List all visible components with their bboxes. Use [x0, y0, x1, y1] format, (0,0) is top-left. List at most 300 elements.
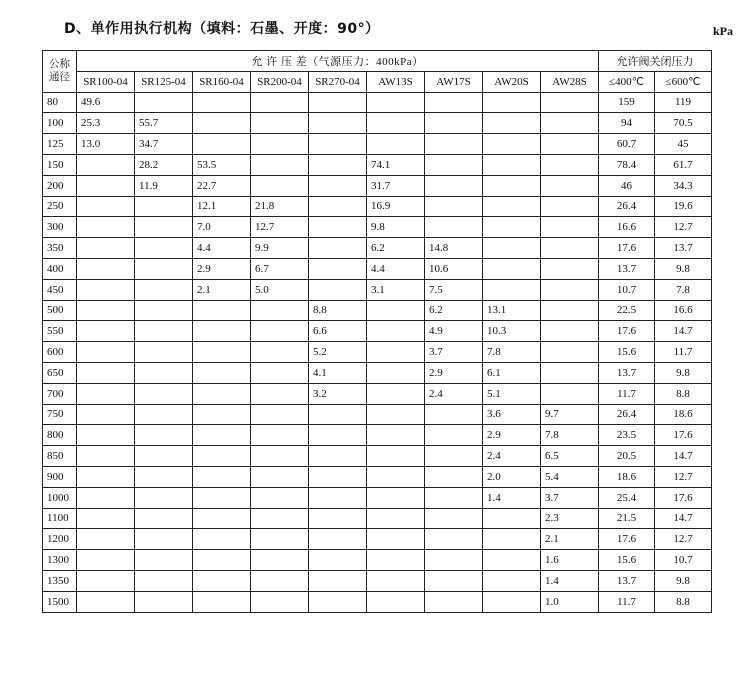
- closing-pressure-cell-t400: 13.7: [599, 362, 655, 383]
- differential-cell: 1.6: [541, 550, 599, 571]
- closing-pressure-cell-t400: 17.6: [599, 529, 655, 550]
- closing-pressure-cell-t600: 45: [655, 134, 712, 155]
- differential-cell: 2.4: [483, 446, 541, 467]
- differential-cell: 28.2: [135, 154, 193, 175]
- differential-cell: [425, 425, 483, 446]
- differential-cell: [135, 321, 193, 342]
- differential-cell: [483, 154, 541, 175]
- differential-cell: [309, 258, 367, 279]
- differential-cell: [193, 113, 251, 134]
- table-row: [43, 113, 712, 134]
- table-row: [43, 154, 712, 175]
- closing-pressure-header: 允许阀关闭压力: [599, 51, 712, 72]
- table-row: [43, 175, 712, 196]
- differential-cell: [135, 279, 193, 300]
- table-row: [43, 134, 712, 155]
- differential-cell: [193, 570, 251, 591]
- closing-pressure-cell-t400: 20.5: [599, 446, 655, 467]
- differential-cell: [425, 154, 483, 175]
- differential-cell: 6.2: [367, 238, 425, 259]
- differential-cell: [309, 550, 367, 571]
- nominal-diameter-cell: 400: [43, 258, 77, 279]
- table-row: [43, 425, 712, 446]
- table-row: [43, 196, 712, 217]
- differential-cell: [77, 550, 135, 571]
- differential-cell: 12.1: [193, 196, 251, 217]
- closing-pressure-cell-t600: 17.6: [655, 425, 712, 446]
- closing-pressure-cell-t600: 16.6: [655, 300, 712, 321]
- closing-pressure-cell-t600: 119: [655, 92, 712, 113]
- differential-cell: 6.5: [541, 446, 599, 467]
- differential-cell: 4.4: [193, 238, 251, 259]
- differential-cell: [77, 238, 135, 259]
- differential-cell: [367, 321, 425, 342]
- differential-cell: [135, 342, 193, 363]
- differential-cell: [309, 113, 367, 134]
- differential-cell: [309, 487, 367, 508]
- closing-pressure-cell-t400: 10.7: [599, 279, 655, 300]
- model-header: SR200-04: [251, 71, 309, 92]
- differential-cell: 3.7: [425, 342, 483, 363]
- differential-cell: [367, 591, 425, 612]
- differential-cell: [193, 383, 251, 404]
- differential-cell: 2.3: [541, 508, 599, 529]
- differential-cell: [251, 383, 309, 404]
- temp-header-600: ≤600℃: [655, 71, 712, 92]
- differential-cell: 16.9: [367, 196, 425, 217]
- differential-cell: [483, 196, 541, 217]
- differential-cell: 7.5: [425, 279, 483, 300]
- closing-pressure-cell-t600: 14.7: [655, 321, 712, 342]
- nominal-diameter-cell: 1200: [43, 529, 77, 550]
- differential-cell: [77, 383, 135, 404]
- closing-pressure-cell-t600: 61.7: [655, 154, 712, 175]
- closing-pressure-cell-t400: 15.6: [599, 550, 655, 571]
- nominal-diameter-cell: 550: [43, 321, 77, 342]
- differential-cell: [309, 508, 367, 529]
- closing-pressure-cell-t400: 15.6: [599, 342, 655, 363]
- closing-pressure-cell-t400: 16.6: [599, 217, 655, 238]
- model-header: AW17S: [425, 71, 483, 92]
- differential-cell: [251, 550, 309, 571]
- differential-cell: [483, 113, 541, 134]
- closing-pressure-cell-t400: 22.5: [599, 300, 655, 321]
- differential-cell: [193, 300, 251, 321]
- differential-cell: 2.9: [193, 258, 251, 279]
- differential-cell: [193, 550, 251, 571]
- differential-cell: [251, 92, 309, 113]
- differential-cell: [367, 508, 425, 529]
- differential-cell: 1.0: [541, 591, 599, 612]
- closing-pressure-cell-t600: 18.6: [655, 404, 712, 425]
- differential-cell: [135, 591, 193, 612]
- nominal-diameter-cell: 900: [43, 466, 77, 487]
- differential-cell: [135, 529, 193, 550]
- table-body: [43, 92, 712, 612]
- differential-cell: [483, 529, 541, 550]
- differential-cell: [541, 134, 599, 155]
- differential-cell: 21.8: [251, 196, 309, 217]
- table-row: [43, 591, 712, 612]
- differential-cell: 5.0: [251, 279, 309, 300]
- differential-cell: [309, 570, 367, 591]
- differential-cell: [251, 508, 309, 529]
- table-row: [43, 487, 712, 508]
- differential-cell: [483, 175, 541, 196]
- differential-cell: [309, 591, 367, 612]
- differential-cell: 11.9: [135, 175, 193, 196]
- differential-cell: [193, 466, 251, 487]
- header-row-2: [43, 71, 712, 92]
- closing-pressure-cell-t600: 12.7: [655, 217, 712, 238]
- table-row: [43, 529, 712, 550]
- differential-cell: [483, 591, 541, 612]
- differential-cell: [135, 258, 193, 279]
- differential-cell: [135, 446, 193, 467]
- differential-cell: [251, 113, 309, 134]
- model-header: AW20S: [483, 71, 541, 92]
- differential-cell: [541, 258, 599, 279]
- differential-cell: [251, 134, 309, 155]
- differential-cell: 7.8: [483, 342, 541, 363]
- differential-cell: [309, 425, 367, 446]
- differential-cell: [367, 383, 425, 404]
- differential-cell: [541, 321, 599, 342]
- differential-cell: [135, 92, 193, 113]
- differential-cell: [367, 446, 425, 467]
- closing-pressure-cell-t400: 17.6: [599, 238, 655, 259]
- differential-cell: [77, 508, 135, 529]
- table-row: [43, 404, 712, 425]
- differential-cell: [251, 591, 309, 612]
- differential-cell: [541, 154, 599, 175]
- differential-cell: [309, 404, 367, 425]
- differential-cell: 1.4: [541, 570, 599, 591]
- differential-cell: 2.4: [425, 383, 483, 404]
- differential-cell: [483, 570, 541, 591]
- nominal-diameter-cell: 600: [43, 342, 77, 363]
- nominal-diameter-cell: 450: [43, 279, 77, 300]
- differential-cell: [251, 154, 309, 175]
- differential-cell: [77, 196, 135, 217]
- closing-pressure-cell-t400: 23.5: [599, 425, 655, 446]
- differential-cell: [425, 113, 483, 134]
- table-row: [43, 383, 712, 404]
- differential-cell: [541, 300, 599, 321]
- nominal-diameter-cell: 500: [43, 300, 77, 321]
- differential-cell: [251, 425, 309, 446]
- differential-cell: [541, 342, 599, 363]
- differential-cell: [367, 550, 425, 571]
- differential-cell: [77, 362, 135, 383]
- differential-cell: 14.8: [425, 238, 483, 259]
- differential-cell: [251, 404, 309, 425]
- differential-cell: [193, 92, 251, 113]
- differential-cell: [135, 466, 193, 487]
- differential-cell: 7.8: [541, 425, 599, 446]
- differential-cell: [541, 383, 599, 404]
- differential-cell: 5.4: [541, 466, 599, 487]
- differential-cell: 10.6: [425, 258, 483, 279]
- differential-cell: [309, 238, 367, 259]
- differential-cell: [483, 92, 541, 113]
- model-header: SR100-04: [77, 71, 135, 92]
- differential-cell: 49.6: [77, 92, 135, 113]
- differential-cell: [483, 134, 541, 155]
- differential-cell: 4.9: [425, 321, 483, 342]
- closing-pressure-cell-t600: 34.3: [655, 175, 712, 196]
- differential-cell: 3.6: [483, 404, 541, 425]
- differential-cell: 2.1: [193, 279, 251, 300]
- nominal-diameter-cell: 200: [43, 175, 77, 196]
- closing-pressure-cell-t600: 12.7: [655, 466, 712, 487]
- nominal-diameter-cell: 1100: [43, 508, 77, 529]
- closing-pressure-cell-t600: 9.8: [655, 258, 712, 279]
- differential-cell: [425, 570, 483, 591]
- differential-cell: [541, 217, 599, 238]
- differential-cell: [367, 529, 425, 550]
- differential-cell: 5.1: [483, 383, 541, 404]
- differential-cell: [483, 238, 541, 259]
- differential-cell: [193, 425, 251, 446]
- differential-cell: [309, 134, 367, 155]
- differential-cell: 4.1: [309, 362, 367, 383]
- closing-pressure-cell-t600: 9.8: [655, 570, 712, 591]
- closing-pressure-cell-t600: 9.8: [655, 362, 712, 383]
- differential-cell: [367, 300, 425, 321]
- table-row: [43, 238, 712, 259]
- differential-cell: [367, 92, 425, 113]
- differential-cell: [309, 466, 367, 487]
- differential-cell: 3.2: [309, 383, 367, 404]
- nominal-diameter-cell: 100: [43, 113, 77, 134]
- differential-cell: [135, 300, 193, 321]
- differential-cell: 3.7: [541, 487, 599, 508]
- model-header: AW28S: [541, 71, 599, 92]
- table-row: [43, 321, 712, 342]
- differential-cell: [135, 570, 193, 591]
- differential-cell: [77, 425, 135, 446]
- pressure-table: [42, 50, 712, 613]
- differential-cell: 6.2: [425, 300, 483, 321]
- differential-cell: 53.5: [193, 154, 251, 175]
- differential-cell: [541, 92, 599, 113]
- nominal-diameter-cell: 250: [43, 196, 77, 217]
- differential-cell: [541, 279, 599, 300]
- differential-cell: [483, 217, 541, 238]
- differential-cell: [367, 466, 425, 487]
- model-header: AW13S: [367, 71, 425, 92]
- differential-cell: [483, 279, 541, 300]
- differential-cell: [77, 404, 135, 425]
- differential-cell: [251, 300, 309, 321]
- differential-cell: 22.7: [193, 175, 251, 196]
- differential-cell: [367, 362, 425, 383]
- differential-cell: 6.6: [309, 321, 367, 342]
- differential-cell: [135, 404, 193, 425]
- header-row-1: [43, 51, 712, 72]
- differential-cell: [367, 134, 425, 155]
- closing-pressure-cell-t600: 12.7: [655, 529, 712, 550]
- closing-pressure-cell-t600: 11.7: [655, 342, 712, 363]
- differential-cell: [483, 508, 541, 529]
- table-row: [43, 279, 712, 300]
- differential-cell: [77, 321, 135, 342]
- nominal-diameter-header: 公称 通径: [43, 51, 77, 93]
- differential-cell: [309, 196, 367, 217]
- closing-pressure-cell-t400: 78.4: [599, 154, 655, 175]
- differential-cell: [425, 487, 483, 508]
- closing-pressure-cell-t400: 13.7: [599, 258, 655, 279]
- differential-cell: [367, 342, 425, 363]
- differential-cell: [77, 279, 135, 300]
- nominal-diameter-cell: 80: [43, 92, 77, 113]
- closing-pressure-cell-t400: 11.7: [599, 591, 655, 612]
- closing-pressure-cell-t400: 26.4: [599, 196, 655, 217]
- closing-pressure-cell-t600: 14.7: [655, 508, 712, 529]
- differential-cell: [251, 362, 309, 383]
- differential-cell: [425, 508, 483, 529]
- differential-cell: [77, 217, 135, 238]
- differential-cell: [425, 217, 483, 238]
- differential-cell: [309, 92, 367, 113]
- differential-cell: 3.1: [367, 279, 425, 300]
- differential-cell: [135, 508, 193, 529]
- nominal-diameter-cell: 750: [43, 404, 77, 425]
- differential-cell: [425, 134, 483, 155]
- model-header: SR270-04: [309, 71, 367, 92]
- page-title: D、单作用执行机构（填料：石墨、开度：90°）: [64, 21, 380, 37]
- closing-pressure-cell-t400: 11.7: [599, 383, 655, 404]
- nominal-diameter-cell: 800: [43, 425, 77, 446]
- closing-pressure-cell-t600: 13.7: [655, 238, 712, 259]
- differential-cell: [77, 175, 135, 196]
- nominal-diameter-cell: 1000: [43, 487, 77, 508]
- closing-pressure-cell-t600: 7.8: [655, 279, 712, 300]
- closing-pressure-cell-t400: 25.4: [599, 487, 655, 508]
- differential-cell: [251, 342, 309, 363]
- differential-cell: 31.7: [367, 175, 425, 196]
- nominal-diameter-cell: 125: [43, 134, 77, 155]
- differential-cell: [135, 383, 193, 404]
- differential-cell: [309, 217, 367, 238]
- model-header: SR160-04: [193, 71, 251, 92]
- differential-cell: [425, 550, 483, 571]
- table-row: [43, 92, 712, 113]
- differential-cell: 9.9: [251, 238, 309, 259]
- differential-cell: [367, 113, 425, 134]
- differential-cell: [541, 196, 599, 217]
- differential-cell: [541, 175, 599, 196]
- differential-cell: [77, 529, 135, 550]
- closing-pressure-cell-t400: 46: [599, 175, 655, 196]
- differential-cell: [541, 238, 599, 259]
- differential-cell: [77, 466, 135, 487]
- differential-cell: [309, 175, 367, 196]
- differential-cell: [367, 570, 425, 591]
- closing-pressure-cell-t400: 94: [599, 113, 655, 134]
- differential-cell: [309, 154, 367, 175]
- differential-cell: [367, 425, 425, 446]
- differential-cell: 4.4: [367, 258, 425, 279]
- nominal-diameter-cell: 850: [43, 446, 77, 467]
- differential-cell: 2.0: [483, 466, 541, 487]
- differential-cell: [135, 196, 193, 217]
- differential-cell: 55.7: [135, 113, 193, 134]
- differential-cell: 34.7: [135, 134, 193, 155]
- differential-cell: [425, 466, 483, 487]
- differential-cell: [77, 300, 135, 321]
- closing-pressure-cell-t400: 21.5: [599, 508, 655, 529]
- closing-pressure-cell-t400: 26.4: [599, 404, 655, 425]
- differential-cell: [193, 404, 251, 425]
- differential-cell: [77, 258, 135, 279]
- differential-cell: [193, 487, 251, 508]
- differential-cell: [425, 591, 483, 612]
- differential-cell: [135, 550, 193, 571]
- table-row: [43, 300, 712, 321]
- differential-cell: [425, 196, 483, 217]
- differential-cell: [483, 258, 541, 279]
- table-row: [43, 446, 712, 467]
- differential-cell: [193, 591, 251, 612]
- differential-cell: 25.3: [77, 113, 135, 134]
- differential-cell: [135, 425, 193, 446]
- differential-cell: [77, 154, 135, 175]
- differential-cell: [193, 134, 251, 155]
- differential-cell: [251, 175, 309, 196]
- closing-pressure-cell-t400: 17.6: [599, 321, 655, 342]
- differential-cell: [251, 466, 309, 487]
- differential-cell: 6.1: [483, 362, 541, 383]
- closing-pressure-cell-t400: 60.7: [599, 134, 655, 155]
- differential-cell: [251, 529, 309, 550]
- differential-cell: [251, 321, 309, 342]
- closing-pressure-cell-t400: 18.6: [599, 466, 655, 487]
- differential-cell: [425, 175, 483, 196]
- differential-cell: [77, 342, 135, 363]
- nominal-diameter-cell: 700: [43, 383, 77, 404]
- closing-pressure-cell-t600: 8.8: [655, 383, 712, 404]
- differential-cell: [425, 529, 483, 550]
- differential-cell: 2.1: [541, 529, 599, 550]
- differential-cell: 7.0: [193, 217, 251, 238]
- differential-cell: [193, 446, 251, 467]
- table-row: [43, 342, 712, 363]
- differential-cell: [483, 550, 541, 571]
- closing-pressure-cell-t600: 19.6: [655, 196, 712, 217]
- differential-cell: [193, 321, 251, 342]
- table-row: [43, 466, 712, 487]
- differential-cell: 9.8: [367, 217, 425, 238]
- differential-cell: 8.8: [309, 300, 367, 321]
- allowable-differential-header: 允 许 压 差（气源压力：400kPa）: [77, 51, 599, 72]
- differential-cell: 1.4: [483, 487, 541, 508]
- table-row: [43, 570, 712, 591]
- differential-cell: 13.1: [483, 300, 541, 321]
- differential-cell: [541, 113, 599, 134]
- differential-cell: 9.7: [541, 404, 599, 425]
- differential-cell: [541, 362, 599, 383]
- differential-cell: 10.3: [483, 321, 541, 342]
- differential-cell: [367, 404, 425, 425]
- nominal-diameter-cell: 150: [43, 154, 77, 175]
- differential-cell: [309, 446, 367, 467]
- table-row: [43, 550, 712, 571]
- differential-cell: [425, 446, 483, 467]
- differential-cell: [77, 446, 135, 467]
- nominal-diameter-cell: 650: [43, 362, 77, 383]
